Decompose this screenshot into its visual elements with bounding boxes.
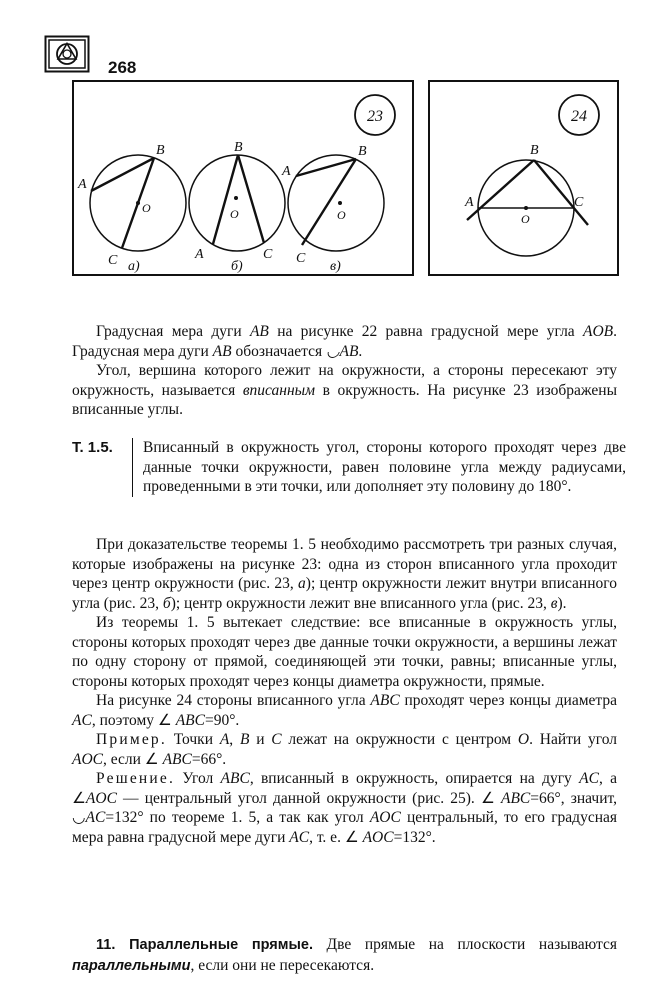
- label-c-B: B: [358, 144, 367, 159]
- text-block-intro: [72, 322, 617, 420]
- label-b-C: C: [263, 247, 273, 262]
- label-24-B: B: [530, 143, 539, 158]
- label-24-A: A: [465, 195, 474, 210]
- figure-24-number: 24: [571, 108, 587, 125]
- circle-c: [288, 155, 384, 251]
- section-11-heading: 11. Параллельные прямые.: [96, 937, 313, 953]
- chapter-logo-icon: [44, 35, 90, 73]
- label-b-O: O: [230, 207, 239, 221]
- text-block-main: [72, 535, 617, 847]
- side-bc: [534, 160, 588, 225]
- term-inscribed: вписанным: [242, 381, 316, 399]
- caption-c: в): [330, 259, 341, 274]
- label-24-C: C: [574, 195, 584, 210]
- page-number: 268: [108, 58, 137, 77]
- paragraph-corollary: Из теоремы 1. 5 вытекает следствие: все вписанные в окружность углы, стороны которых проходят через две данные точки окружности, а вершины лежат по одну сторону от прямой, соединяющей эти точки, равны; вписанные углы, стороны которых проходят через концы диаметра окружности, прямые.: [72, 614, 617, 690]
- label-c-A: A: [282, 164, 291, 179]
- paragraph-example: Пример. Точки A, B и C лежат на окружности с центром O. Найти угол AOC, если ∠ ABC=66°.: [72, 731, 617, 768]
- figure-23-number: 23: [367, 108, 383, 125]
- label-a-A: A: [78, 177, 87, 192]
- text-block-section-11: [72, 935, 617, 976]
- figure-23: [72, 80, 414, 276]
- figure-24: [428, 80, 619, 276]
- solution-label: Решение.: [96, 770, 176, 787]
- caption-a: а): [128, 259, 140, 274]
- example-label: Пример.: [96, 731, 167, 748]
- paragraph-inscribed-definition: Угол, вершина которого лежит на окружности, а стороны пересекают эту окружность, называется вписанным в окружность. На рисунке 23 изображены вписанные углы.: [72, 362, 617, 418]
- label-a-C: C: [108, 253, 118, 268]
- label-a-O: O: [142, 201, 151, 215]
- side-ba: [467, 160, 534, 220]
- term-parallel: параллельными: [72, 957, 191, 974]
- label-24-O: O: [521, 212, 530, 226]
- chord-ab-b: [213, 155, 238, 244]
- label-b-B: B: [234, 140, 243, 155]
- theorem-label: Т. 1.5.: [72, 439, 113, 456]
- paragraph-figure24: На рисунке 24 стороны вписанного угла ABC проходят через концы диаметра AC, поэтому ∠ ABC=90°.: [72, 692, 617, 729]
- paragraph-parallel-lines: 11. Параллельные прямые. Две прямые на плоскости называются параллельными, если они не пересекаются.: [72, 936, 617, 974]
- label-a-B: B: [156, 143, 165, 158]
- caption-b: б): [231, 259, 243, 274]
- label-c-O: O: [337, 208, 346, 222]
- circle-b: [189, 155, 285, 251]
- paragraph-solution: Решение. Угол ABC, вписанный в окружность, опирается на дугу AC, а ∠AOC — центральный угол данной окружности (рис. 25). ∠ ABC=66°, значит, ◡AC=132° по теореме 1. 5, а так как угол AOC центральный, то его градусная мера равна градусной мере дуги AC, т. е. ∠ AOC=132°.: [72, 770, 617, 846]
- paragraph-proof-cases: При доказательстве теоремы 1. 5 необходимо рассмотреть три разных случая, которые изображены на рисунке 23: одна из сторон вписанного угла проходит через центр окружности (рис. 23, а); центр окружности лежит внутри вписанного угла (рис. 23, б); центр окружности лежит вне вписанного угла (рис. 23, в).: [72, 536, 617, 612]
- paragraph-arc-measure: Градусная мера дуги AB на рисунке 22 равна градусной мере угла AOB. Градусная мера дуги AB обозначается ◡AB.: [72, 323, 617, 360]
- label-c-C: C: [296, 251, 306, 266]
- chord-bc-b: [238, 155, 264, 243]
- theorem-text: Вписанный в окружность угол, стороны которого проходят через две данные точки окружности, равен половине угла между радиусами, проведенными в эти точки, или дополняет эту половину до 180°.: [132, 438, 626, 497]
- label-b-A: A: [195, 247, 204, 262]
